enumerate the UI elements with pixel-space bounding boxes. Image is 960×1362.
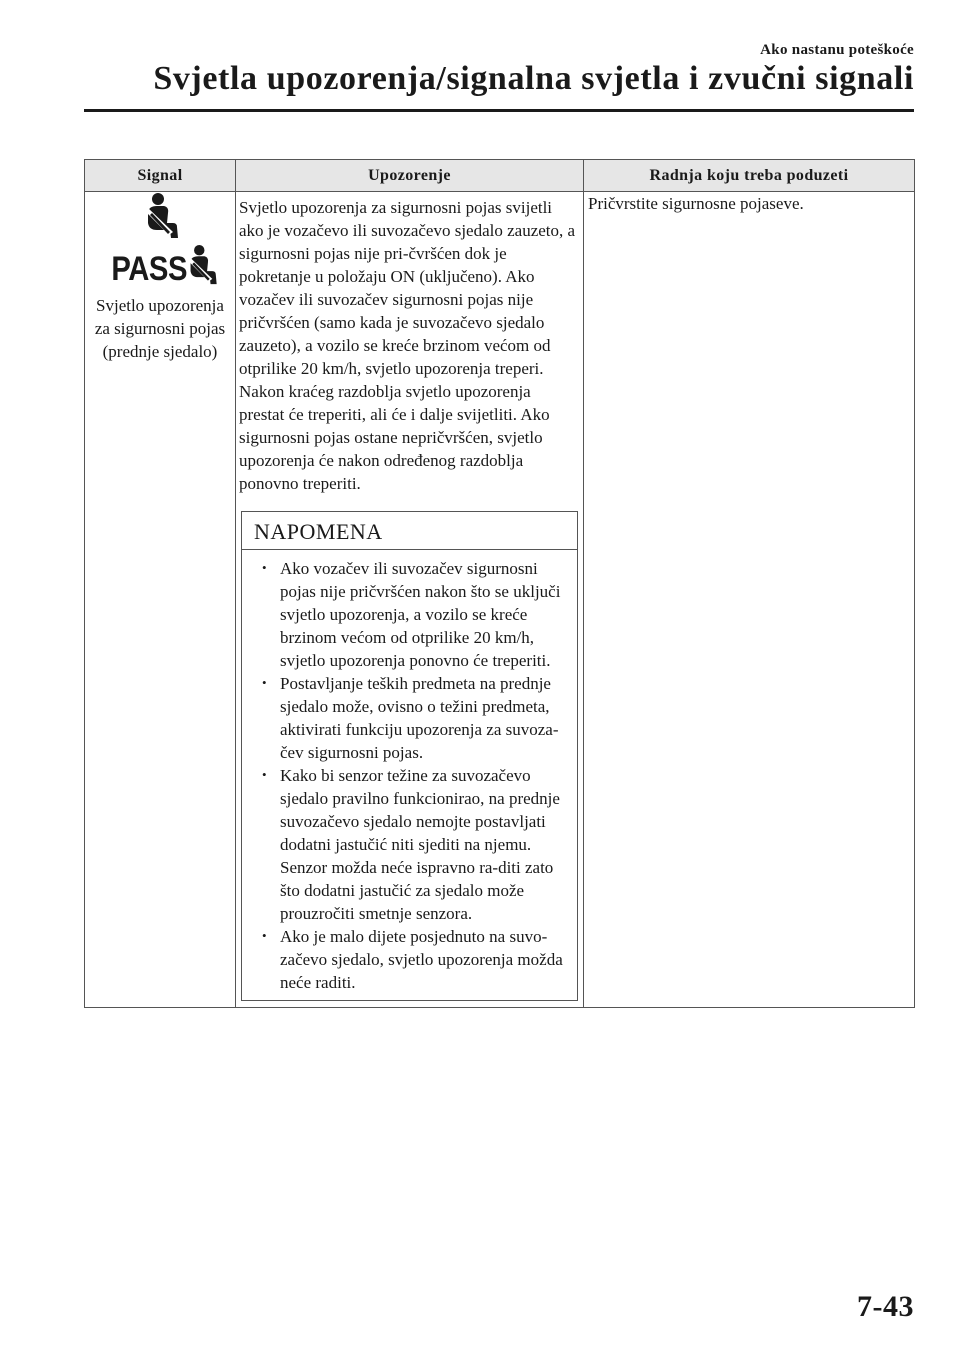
note-item-text: Ako je malo dijete posjednuto na suvo-začevo sjedalo, svjetlo upozorenja možda neće raditi. <box>280 927 563 992</box>
table-header-row <box>85 160 915 192</box>
column-header-signal: Signal <box>85 160 236 192</box>
list-item <box>262 672 567 764</box>
signal-label: Svjetlo upozorenja za sigurnosni pojas (prednje sjedalo) <box>94 296 226 361</box>
pass-indicator <box>99 244 221 286</box>
page-title: Svjetla upozorenja/signalna svjetla i zvučni signali <box>153 60 914 97</box>
note-item-text: Ako vozačev ili suvozačev sigurnosni pojas nije pričvršćen nakon što se uključi svjetlo upozorenja, a vozilo se kreće brzinom većom od otprilike 20 km/h, svjetlo upozorenja ponovno će treperiti. <box>280 559 561 670</box>
warning-lights-table <box>84 159 915 1008</box>
bullet: • <box>262 675 267 690</box>
note-item-text: Kako bi senzor težine za suvozačevo sjedalo pravilno funkcionirao, na prednje suvozačevo sjedalo nemojte postavljati dodatni jastučić niti sjediti na njemu. Senzor možda neće ispravno ra-diti zato što dodatni jastučić za sjedalo može prouzročiti smetnje senzora. <box>280 766 560 923</box>
warning-cell <box>236 192 584 1008</box>
note-box <box>241 511 578 1001</box>
note-list <box>242 550 577 1000</box>
warning-description: Svjetlo upozorenja za sigurnosni pojas svijetli ako je vozačevo ili suvozačevo sjedalo zauzeto, a sigurnosni pojas nije pri-čvršćen dok je pokretanje u položaju ON (uključeno). Ako vozačev ili suvozačev sigurnosni pojas nije pričvršćen (samo kada je suvozačevo sjedalo zauzeto), a vozilo se kreće brzinom većom od otprilike 20 km/h, svjetlo upozorenja treperi. Nakon kraćeg razdoblja svjetlo upozorenja prestat će treperiti, ali će i dalje svijetliti. Ako sigurnosni pojas ostane nepričvršćen, svjetlo upozorenja će nakon određenog razdoblja ponovno treperiti. <box>239 198 576 493</box>
list-item <box>262 764 567 925</box>
note-heading: NAPOMENA <box>242 512 577 550</box>
section-label: Ako nastanu poteškoće <box>760 42 914 58</box>
signal-icons <box>87 192 233 286</box>
bullet: • <box>262 560 267 575</box>
list-item <box>262 557 567 672</box>
list-item <box>262 925 567 994</box>
column-header-warning: Upozorenje <box>236 160 584 192</box>
title-divider <box>84 109 914 112</box>
signal-cell <box>85 192 236 1008</box>
note-item-text: Postavljanje teških predmeta na prednje sjedalo može, ovisno o težini predmeta, aktivirati funkciju upozorenja za suvoza-čev sigurnosni pojas. <box>280 674 559 762</box>
bullet: • <box>262 767 267 782</box>
table-row <box>85 192 915 1008</box>
page-number: 7-43 <box>857 1290 914 1323</box>
bullet: • <box>262 928 267 943</box>
action-cell: Pričvrstite sigurnosne pojaseve. <box>584 192 915 1008</box>
column-header-action: Radnja koju treba poduzeti <box>584 160 915 192</box>
pass-label: PASS <box>111 250 188 288</box>
seatbelt-icon <box>137 192 183 240</box>
